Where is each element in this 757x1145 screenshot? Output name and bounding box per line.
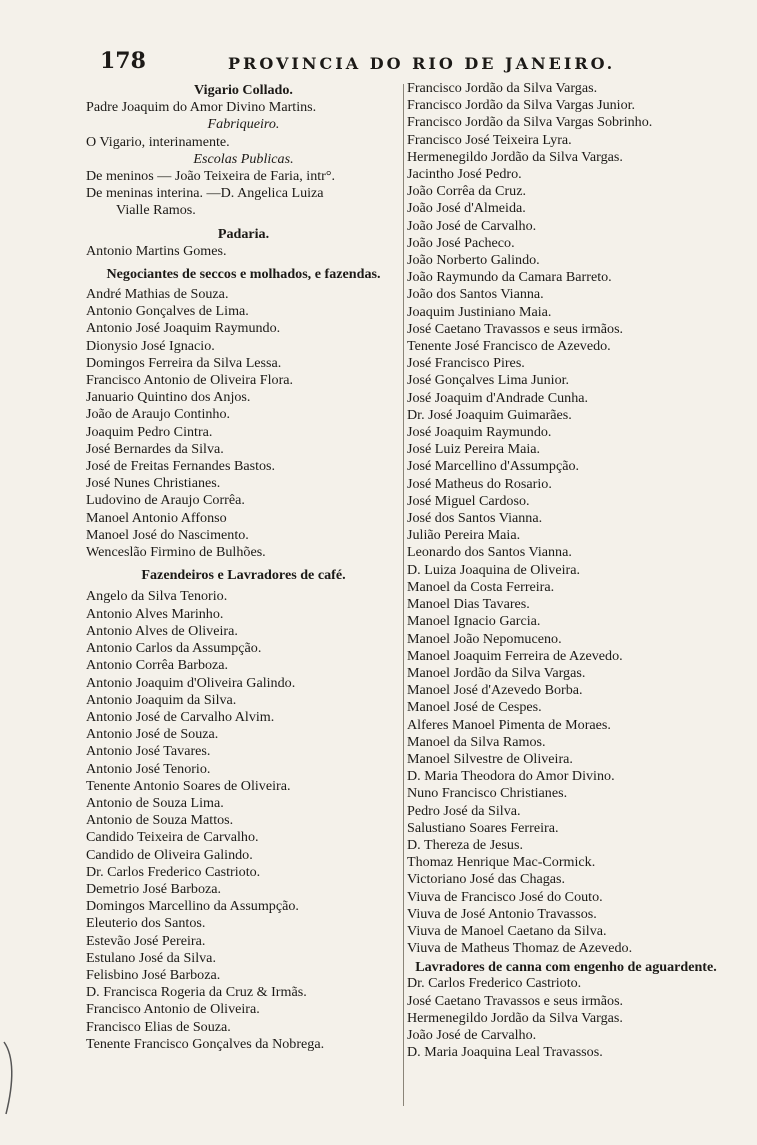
list-item: José Marcellino d'Assumpção.	[407, 458, 580, 475]
list-item: D. Maria Joaquina Leal Travassos.	[407, 1044, 603, 1061]
list-item: Viuva de Francisco José do Couto.	[407, 888, 603, 905]
list-item: D. Maria Theodora do Amor Divino.	[407, 768, 615, 785]
vigario-heading: Vigario Collado.	[194, 82, 293, 98]
list-item: Antonio Alves de Oliveira.	[86, 622, 238, 639]
fazendeiros-list	[86, 588, 401, 1052]
list-item: Domingos Marcellino da Assumpção.	[86, 898, 299, 915]
list-item: Januario Quintino dos Anjos.	[86, 389, 251, 406]
list-item: Tenente Antonio Soares de Oliveira.	[86, 777, 291, 794]
list-item: José Gonçalves Lima Junior.	[407, 372, 570, 389]
list-item: Francisco Jordão da Silva Vargas.	[407, 80, 598, 96]
list-item: João Raymundo da Camara Barreto.	[407, 269, 612, 286]
list-item: Antonio de Souza Lima.	[86, 794, 224, 811]
list-item: Estulano José da Silva.	[86, 949, 216, 966]
list-item: Francisco Antonio de Oliveira Flora.	[86, 372, 294, 389]
list-item: Eleuterio dos Santos.	[86, 915, 206, 932]
list-item: Antonio Joaquim d'Oliveira Galindo.	[86, 674, 296, 691]
negociantes-heading: Negociantes de seccos e molhados, e fazendas.	[106, 266, 381, 283]
list-item: João José d'Almeida.	[407, 200, 526, 217]
list-item: Antonio Gonçalves de Lima.	[86, 303, 249, 320]
list-item: Manoel João Nepomuceno.	[407, 630, 562, 647]
list-item: João José Pacheco.	[407, 234, 515, 251]
list-item: Dr. Carlos Frederico Castrioto.	[86, 863, 261, 880]
page-number: 178	[100, 48, 146, 74]
list-item: José Francisco Pires.	[407, 355, 525, 372]
list-item: Leonardo dos Santos Vianna.	[407, 544, 572, 561]
fabriqueiro-entry: O Vigario, interinamente.	[86, 133, 230, 150]
list-item: Tenente Francisco Gonçalves da Nobrega.	[86, 1035, 325, 1052]
list-item: José dos Santos Vianna.	[407, 510, 543, 527]
list-item: Tenente José Francisco de Azevedo.	[407, 338, 611, 355]
list-item: Francisco Elias de Souza.	[86, 1018, 231, 1035]
list-item: Manoel Silvestre de Oliveira.	[407, 750, 573, 767]
list-item: Viuva de José Antonio Travassos.	[407, 905, 597, 922]
right-column	[407, 80, 725, 1125]
list-item: José Joaquim d'Andrade Cunha.	[407, 389, 589, 406]
left-column	[86, 80, 401, 1125]
list-item: Francisco Jordão da Silva Vargas Sobrinho.	[407, 114, 653, 131]
escolas-entry: De meninas interina. —D. Angelica Luiza	[86, 185, 324, 202]
list-item: Candido de Oliveira Galindo.	[86, 846, 253, 863]
list-item: José Caetano Travassos e seus irmãos.	[407, 992, 624, 1009]
list-item: Ludovino de Araujo Corrêa.	[86, 492, 245, 509]
padaria-heading: Padaria.	[217, 225, 270, 242]
list-item: Nuno Francisco Christianes.	[407, 785, 568, 802]
list-item: José Matheus do Rosario.	[407, 475, 552, 492]
list-item: Francisco Antonio de Oliveira.	[86, 1001, 260, 1018]
list-item: Domingos Ferreira da Silva Lessa.	[86, 354, 282, 371]
list-item: Manoel Antonio Affonso	[86, 509, 227, 526]
list-item: José Joaquim Raymundo.	[407, 424, 552, 441]
list-item: Antonio José Tenorio.	[86, 760, 211, 777]
list-item: João Corrêa da Cruz.	[407, 183, 526, 200]
list-item: Francisco Jordão da Silva Vargas Junior.	[407, 97, 636, 114]
list-item: Manoel Joaquim Ferreira de Azevedo.	[407, 647, 623, 664]
list-item: Felisbino José Barboza.	[86, 966, 221, 983]
list-item: Antonio José de Carvalho Alvim.	[86, 708, 275, 725]
list-item: Victoriano José das Chagas.	[407, 871, 566, 888]
list-item: José Miguel Cardoso.	[407, 492, 530, 509]
list-item: Julião Pereira Maia.	[407, 527, 521, 544]
list-item: Jacintho José Pedro.	[407, 166, 522, 183]
list-item: André Mathias de Souza.	[86, 286, 229, 303]
list-item: Antonio José Tavares.	[86, 743, 211, 760]
list-item: João de Araujo Continho.	[86, 406, 231, 423]
list-item: D. Thereza de Jesus.	[407, 836, 523, 853]
escolas-heading: Escolas Publicas.	[193, 150, 294, 167]
list-item: Manoel Jordão da Silva Vargas.	[407, 664, 586, 681]
list-item: Antonio José de Souza.	[86, 726, 219, 743]
list-item: Dionysio José Ignacio.	[86, 337, 215, 354]
list-item: Estevão José Pereira.	[86, 932, 206, 949]
list-item: Francisco José Teixeira Lyra.	[407, 131, 572, 148]
list-item: Manoel José de Cespes.	[407, 699, 542, 716]
list-item: João Norberto Galindo.	[407, 252, 540, 269]
list-item: Antonio Alves Marinho.	[86, 605, 224, 622]
list-item: João José de Carvalho.	[407, 217, 537, 234]
list-item: Hermenegildo Jordão da Silva Vargas.	[407, 1009, 623, 1026]
list-item: Pedro José da Silva.	[407, 802, 521, 819]
list-item: Manoel Ignacio Garcia.	[407, 613, 541, 630]
vigario-entry: Padre Joaquim do Amor Divino Martins.	[86, 99, 317, 116]
list-item: Joaquim Justiniano Maia.	[407, 303, 552, 320]
list-item: Viuva de Matheus Thomaz de Azevedo.	[407, 940, 633, 957]
list-item: D. Luiza Joaquina de Oliveira.	[407, 561, 580, 578]
lavradores-heading: Lavradores de canna com engenho de aguardente.	[415, 959, 717, 976]
list-item: João dos Santos Vianna.	[407, 286, 544, 303]
list-item: José Caetano Travassos e seus irmãos.	[407, 320, 624, 337]
padaria-list	[86, 243, 401, 260]
list-item: Manoel José do Nascimento.	[86, 526, 249, 543]
list-item: Manoel da Silva Ramos.	[407, 733, 546, 750]
list-item: Antonio Joaquim da Silva.	[86, 691, 237, 708]
list-item: Salustiano Soares Ferreira.	[407, 819, 559, 836]
column-rule	[403, 84, 404, 1106]
list-item: Angelo da Silva Tenorio.	[86, 588, 228, 605]
list-item: Candido Teixeira de Carvalho.	[86, 829, 259, 846]
list-item: Manoel da Costa Ferreira.	[407, 578, 555, 595]
list-item: Thomaz Henrique Mac-Cormick.	[407, 854, 596, 871]
lavradores-list	[407, 975, 725, 1061]
list-item: Antonio Martins Gomes.	[86, 242, 227, 259]
fazendeiros-heading: Fazendeiros e Lavradores de café.	[141, 567, 346, 584]
escolas-entry: De meninos — João Teixeira de Faria, intr°.	[86, 168, 336, 185]
list-item: Dr. Carlos Frederico Castrioto.	[407, 975, 582, 992]
list-item: Viuva de Manoel Caetano da Silva.	[407, 922, 607, 939]
list-item: D. Francisca Rogeria da Cruz & Irmãs.	[86, 984, 307, 1001]
list-item: João José de Carvalho.	[407, 1026, 537, 1043]
list-item: Antonio José Joaquim Raymundo.	[86, 320, 281, 337]
list-item: José de Freitas Fernandes Bastos.	[86, 458, 276, 475]
list-item: José Bernardes da Silva.	[86, 440, 224, 457]
negociantes-list	[86, 286, 401, 561]
list-item: Alferes Manoel Pimenta de Moraes.	[407, 716, 611, 733]
fabriqueiro-heading: Fabriqueiro.	[207, 116, 280, 133]
margin-mark-icon	[0, 1038, 24, 1118]
fazendeiros-continued-list	[407, 80, 725, 957]
list-item: Wenceslão Firmino de Bulhões.	[86, 544, 266, 561]
list-item: Joaquim Pedro Cintra.	[86, 423, 213, 440]
list-item: Antonio Corrêa Barboza.	[86, 657, 229, 674]
running-head: PROVINCIA DO RIO DE JANEIRO.	[228, 54, 616, 73]
list-item: Manoel Dias Tavares.	[407, 596, 530, 613]
list-item: José Nunes Christianes.	[86, 475, 221, 492]
list-item: José Luiz Pereira Maia.	[407, 441, 541, 458]
list-item: Demetrio José Barboza.	[86, 880, 222, 897]
list-item: Antonio Carlos da Assumpção.	[86, 640, 262, 657]
list-item: Manoel José d'Azevedo Borba.	[407, 682, 583, 699]
list-item: Hermenegildo Jordão da Silva Vargas.	[407, 148, 623, 165]
list-item: Antonio de Souza Mattos.	[86, 812, 234, 829]
list-item: Dr. José Joaquim Guimarães.	[407, 406, 572, 423]
escolas-entry-continued: Vialle Ramos.	[116, 202, 196, 219]
